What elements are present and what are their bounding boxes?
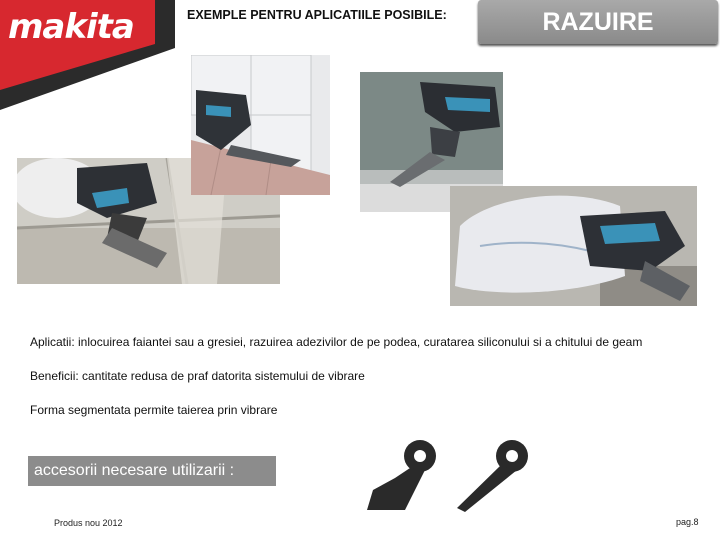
footer-product-note: Produs nou 2012 <box>54 518 123 528</box>
applications-text: Aplicatii: inlocuirea faiantei sau a gresiei, razuirea adezivilor de pe podea, curatarea siliconului si a chitului de geam <box>30 335 643 349</box>
benefits-text: Beneficii: cantitate redusa de praf datorita sistemului de vibrare <box>30 369 365 383</box>
page-title: EXEMPLE PENTRU APLICATIILE POSIBILE: <box>187 8 447 22</box>
section-badge: RAZUIRE <box>478 0 718 44</box>
accessories-label: accesorii necesare utilizarii : <box>28 456 276 486</box>
scraper-blade-wide-icon <box>365 438 445 518</box>
makita-logo <box>0 0 175 110</box>
makita-logo-text: makita <box>8 7 134 47</box>
scraper-blade-narrow-icon <box>455 438 535 518</box>
photo-glove-tool <box>450 186 697 306</box>
photo-wall-silicone <box>191 55 330 195</box>
shape-text: Forma segmentata permite taierea prin vibrare <box>30 403 278 417</box>
page-number: pag.8 <box>676 517 699 527</box>
